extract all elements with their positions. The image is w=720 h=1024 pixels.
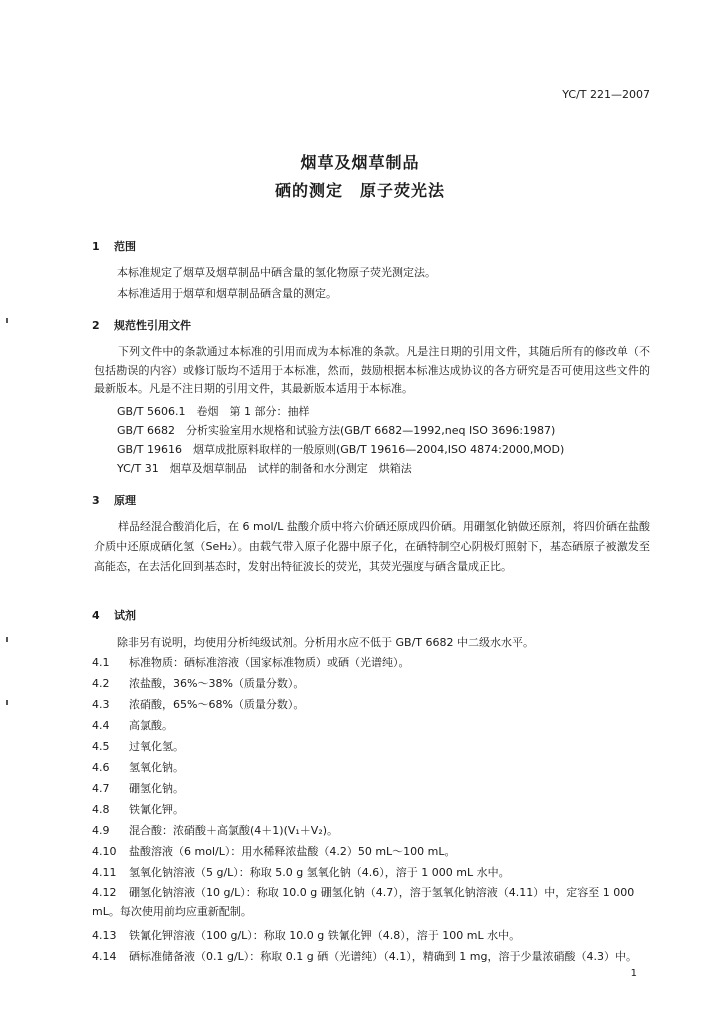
section-number: 2 [92,319,100,332]
normative-references-intro: 下列文件中的条款通过本标准的引用而成为本标准的条款。凡是注日期的引用文件，其随后所有的修改单（不包括勘误的内容）或修订版均不适用于本标准，然而，鼓励根据本标准达成协议的各方研究是否可使用这些文件的最新版本。凡是不注日期的引用文件，其最新版本适用于本标准。 [94,345,650,395]
section-4-heading [92,607,136,623]
item-text: 高氯酸。 [129,719,173,732]
item-text: 铁氰化钾。 [129,803,184,816]
scope-paragraph-1: 本标准规定了烟草及烟草制品中硒含量的氢化物原子荧光测定法。 [117,266,436,279]
item-number: 4.8 [92,803,110,816]
section-number: 4 [92,609,100,622]
item-text: 浓硝酸，65%～68%（质量分数）。 [129,698,305,711]
item-text: 硼氢化钠。 [129,782,184,795]
item-number: 4.4 [92,719,110,732]
reagent-item [92,654,410,670]
reagent-item [92,759,184,775]
reference-item: GB/T 6682 分析实验室用水规格和试验方法(GB/T 6682—1992,neq ISO 3696:1987) [117,424,556,437]
reagent-item [92,927,520,943]
principle-paragraph: 样品经混合酸消化后，在 6 mol/L 盐酸介质中将六价硒还原成四价硒。用硼氢化钠做还原剂，将四价硒在盐酸介质中还原成硒化氢（SeH₂）。由载气带入原子化器中原子化，在硒特制空心阴极灯照射下，基态硒原子被激发至高能态，在去活化回到基态时，发射出特征波长的荧光，其荧光强度与硒含量成正比。 [94,520,650,573]
item-number: 4.12 [92,886,117,899]
item-number: 4.7 [92,782,110,795]
section-title: 试剂 [114,609,136,622]
item-text: 铁氰化钾溶液（100 g/L）：称取 10.0 g 铁氰化钾（4.8），溶于 100 mL 水中。 [129,929,521,942]
item-number: 4.5 [92,740,110,753]
section-2-heading [92,317,191,333]
item-number: 4.9 [92,824,110,837]
reagent-item [92,801,184,817]
reference-item: GB/T 5606.1 卷烟 第 1 部分：抽样 [117,405,310,418]
section-title: 规范性引用文件 [114,319,191,332]
reagent-item [92,780,184,796]
standard-code: YC/T 221—2007 [562,88,650,101]
reference-item: GB/T 19616 烟草成批原料取样的一般原则(GB/T 19616—2004,ISO 4874:2000,MOD) [117,443,565,456]
reference-item: YC/T 31 烟草及烟草制品 试样的制备和水分测定 烘箱法 [117,462,412,475]
item-text: 过氧化氢。 [129,740,184,753]
reagent-item [92,843,456,859]
reagent-item [92,675,304,691]
document-title-line1: 烟草及烟草制品 [300,153,420,172]
item-text: 盐酸溶液（6 mol/L）：用水稀释浓盐酸（4.2）50 mL～100 mL。 [129,845,456,858]
item-text: 硼氢化钠溶液（10 g/L）：称取 10.0 g 硼氢化钠（4.7），溶于氢氧化钠溶液（4.11）中，定容至 1 000 mL。每次使用前均应重新配制。 [92,886,635,918]
item-text: 氢氧化钠溶液（5 g/L）：称取 5.0 g 氢氧化钠（4.6），溶于 1 000 mL 水中。 [129,866,510,879]
item-number: 4.2 [92,677,110,690]
scan-mark [6,637,8,642]
section-number: 3 [92,494,100,507]
scope-paragraph-2: 本标准适用于烟草和烟草制品硒含量的测定。 [117,287,337,300]
reagents-intro: 除非另有说明，均使用分析纯级试剂。分析用水应不低于 GB/T 6682 中二级水水平。 [117,636,534,649]
page-number: 1 [630,968,637,979]
section-number: 1 [92,240,100,253]
item-number: 4.3 [92,698,110,711]
reagent-item [92,864,510,880]
item-number: 4.14 [92,950,117,963]
scan-mark [6,318,8,323]
item-number: 4.10 [92,845,117,858]
scan-mark [6,700,8,705]
section-1-heading [92,238,136,254]
item-text: 氢氧化钠。 [129,761,184,774]
section-3-heading [92,492,136,508]
reagent-item [92,883,648,921]
document-title-line2: 硒的测定 原子荧光法 [274,181,445,200]
item-text: 混合酸：浓硝酸＋高氯酸(4＋1)(V₁＋V₂)。 [129,824,339,837]
reagent-item [92,948,637,964]
item-number: 4.11 [92,866,117,879]
item-text: 浓盐酸，36%～38%（质量分数）。 [129,677,305,690]
section-title: 范围 [114,240,136,253]
item-text: 硒标准储备液（0.1 g/L）：称取 0.1 g 硒（光谱纯）（4.1），精确到 1 mg，溶于少量浓硝酸（4.3）中。 [129,950,637,963]
item-number: 4.13 [92,929,117,942]
reagent-item [92,717,173,733]
reagent-item [92,696,304,712]
section-title: 原理 [114,494,136,507]
reagent-item [92,822,338,838]
item-number: 4.1 [92,656,110,669]
item-text: 标准物质：硒标准溶液（国家标准物质）或硒（光谱纯）。 [129,656,410,669]
item-number: 4.6 [92,761,110,774]
reagent-item [92,738,184,754]
